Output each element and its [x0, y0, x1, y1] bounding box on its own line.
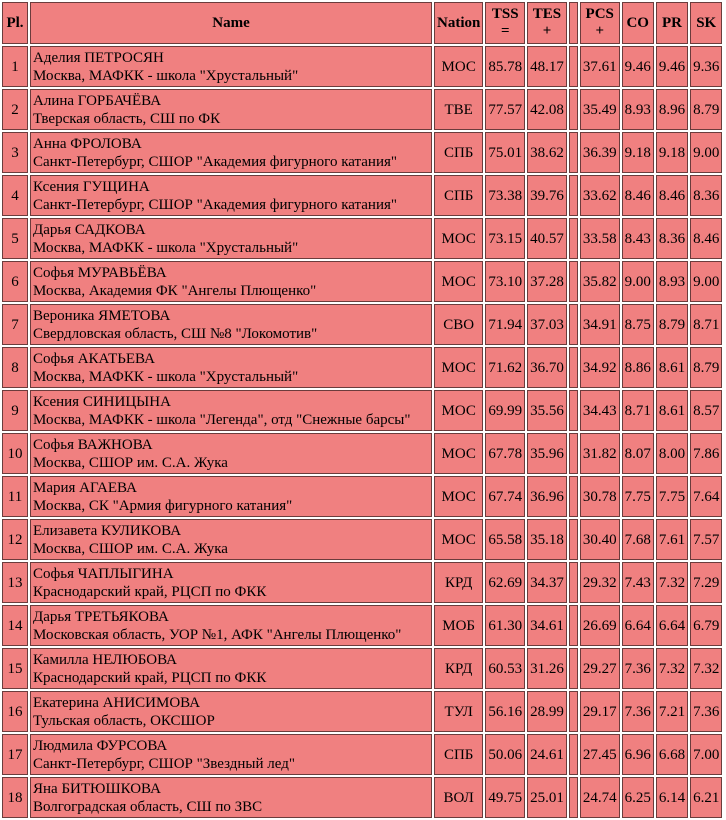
gap-cell	[569, 562, 578, 603]
skater-club: Свердловская область, СШ №8 "Локомотив"	[33, 325, 318, 342]
tes-cell: 42.08	[527, 89, 567, 130]
header-co: CO	[622, 2, 654, 44]
gap-cell	[569, 175, 578, 216]
tss-cell: 75.01	[485, 132, 525, 173]
table-row	[2, 261, 722, 302]
tes-cell: 37.28	[527, 261, 567, 302]
pcs-cell: 29.27	[580, 648, 620, 689]
table-row	[2, 519, 722, 560]
gap-cell	[569, 734, 578, 775]
pr-cell: 8.96	[656, 89, 688, 130]
sk-cell: 6.79	[690, 605, 722, 646]
pr-cell: 8.00	[656, 433, 688, 474]
tss-cell: 85.78	[485, 46, 525, 87]
place-cell: 11	[2, 476, 28, 517]
co-cell: 7.43	[622, 562, 654, 603]
pcs-cell: 34.92	[580, 347, 620, 388]
place-cell: 2	[2, 89, 28, 130]
skater-club: Москва, МАФКК - школа "Легенда", отд "Снежные барсы"	[33, 411, 411, 428]
name-cell	[30, 691, 432, 732]
nation-cell: ВОЛ	[434, 777, 483, 818]
tes-cell: 25.01	[527, 777, 567, 818]
skater-club: Московская область, УОР №1, АФК "Ангелы Плющенко"	[33, 626, 402, 643]
place-cell: 15	[2, 648, 28, 689]
co-cell: 7.36	[622, 691, 654, 732]
tes-cell: 48.17	[527, 46, 567, 87]
co-cell: 7.36	[622, 648, 654, 689]
pr-cell: 8.46	[656, 175, 688, 216]
skater-name: Елизавета КУЛИКОВА	[33, 522, 182, 539]
pr-cell: 7.32	[656, 562, 688, 603]
co-cell: 7.68	[622, 519, 654, 560]
skater-name: Аделия ПЕТРОСЯН	[33, 49, 164, 66]
pr-cell: 8.93	[656, 261, 688, 302]
pcs-cell: 34.43	[580, 390, 620, 431]
tes-cell: 34.37	[527, 562, 567, 603]
co-cell: 7.75	[622, 476, 654, 517]
sk-cell: 8.79	[690, 89, 722, 130]
name-cell	[30, 777, 432, 818]
skater-club: Москва, СШОР им. С.А. Жука	[33, 540, 228, 557]
tes-cell: 36.96	[527, 476, 567, 517]
header-pcs	[580, 2, 620, 44]
name-cell	[30, 46, 432, 87]
co-cell: 8.71	[622, 390, 654, 431]
skater-name: Дарья ТРЕТЬЯКОВА	[33, 608, 169, 625]
pcs-cell: 26.69	[580, 605, 620, 646]
tss-cell: 73.10	[485, 261, 525, 302]
skater-name: Софья ВАЖНОВА	[33, 436, 153, 453]
sk-cell: 9.00	[690, 261, 722, 302]
gap-cell	[569, 218, 578, 259]
sk-cell: 7.64	[690, 476, 722, 517]
skater-name: Софья АКАТЬЕВА	[33, 350, 155, 367]
sk-cell: 8.57	[690, 390, 722, 431]
skater-club: Краснодарский край, РЦСП по ФКК	[33, 669, 267, 686]
tss-cell: 60.53	[485, 648, 525, 689]
tes-cell: 40.57	[527, 218, 567, 259]
table-row	[2, 390, 722, 431]
skater-club: Москва, МАФКК - школа "Хрустальный"	[33, 239, 299, 256]
sk-cell: 6.21	[690, 777, 722, 818]
name-cell	[30, 304, 432, 345]
pr-cell: 8.79	[656, 304, 688, 345]
nation-cell: МОС	[434, 390, 483, 431]
place-cell: 6	[2, 261, 28, 302]
name-cell	[30, 648, 432, 689]
gap-cell	[569, 433, 578, 474]
header-pr: PR	[656, 2, 688, 44]
nation-cell: МОС	[434, 46, 483, 87]
place-cell: 16	[2, 691, 28, 732]
tss-cell: 56.16	[485, 691, 525, 732]
gap-cell	[569, 89, 578, 130]
pcs-cell: 36.39	[580, 132, 620, 173]
tss-cell: 49.75	[485, 777, 525, 818]
nation-cell: МОС	[434, 218, 483, 259]
nation-cell: МОС	[434, 476, 483, 517]
sk-cell: 8.71	[690, 304, 722, 345]
tss-cell: 73.38	[485, 175, 525, 216]
co-cell: 9.46	[622, 46, 654, 87]
nation-cell: СПБ	[434, 175, 483, 216]
nation-cell: КРД	[434, 648, 483, 689]
pcs-cell: 33.58	[580, 218, 620, 259]
pr-cell: 7.75	[656, 476, 688, 517]
tes-cell: 35.56	[527, 390, 567, 431]
pcs-cell: 35.82	[580, 261, 620, 302]
gap-cell	[569, 605, 578, 646]
header-tes-label: TES	[532, 6, 562, 22]
tes-cell: 37.03	[527, 304, 567, 345]
table-row	[2, 304, 722, 345]
header-nation: Nation	[434, 2, 483, 44]
name-cell	[30, 519, 432, 560]
table-row	[2, 347, 722, 388]
sk-cell: 7.57	[690, 519, 722, 560]
place-cell: 17	[2, 734, 28, 775]
skater-club: Тверская область, СШ по ФК	[33, 110, 221, 127]
header-sk: SK	[690, 2, 722, 44]
gap-cell	[569, 304, 578, 345]
nation-cell: СПБ	[434, 734, 483, 775]
gap-cell	[569, 691, 578, 732]
pr-cell: 6.64	[656, 605, 688, 646]
name-cell	[30, 261, 432, 302]
nation-cell: КРД	[434, 562, 483, 603]
header-tes-sign: +	[542, 23, 552, 39]
place-cell: 7	[2, 304, 28, 345]
place-cell: 5	[2, 218, 28, 259]
name-cell	[30, 132, 432, 173]
sk-cell: 7.36	[690, 691, 722, 732]
pr-cell: 7.61	[656, 519, 688, 560]
tes-cell: 36.70	[527, 347, 567, 388]
skater-name: Анна ФРОЛОВА	[33, 135, 142, 152]
gap-cell	[569, 46, 578, 87]
place-cell: 4	[2, 175, 28, 216]
sk-cell: 7.00	[690, 734, 722, 775]
skater-club: Тульская область, ОКСШОР	[33, 712, 215, 729]
name-cell	[30, 218, 432, 259]
sk-cell: 8.46	[690, 218, 722, 259]
skater-club: Москва, СШОР им. С.А. Жука	[33, 454, 228, 471]
co-cell: 9.18	[622, 132, 654, 173]
sk-cell: 8.36	[690, 175, 722, 216]
tes-cell: 35.18	[527, 519, 567, 560]
pcs-cell: 30.78	[580, 476, 620, 517]
gap-cell	[569, 261, 578, 302]
gap-cell	[569, 347, 578, 388]
pcs-cell: 29.32	[580, 562, 620, 603]
gap-cell	[569, 648, 578, 689]
skater-name: Вероника ЯМЕТОВА	[33, 307, 171, 324]
skater-club: Москва, СК "Армия фигурного катания"	[33, 497, 293, 514]
co-cell: 8.43	[622, 218, 654, 259]
skater-name: Мария АГАЕВА	[33, 479, 137, 496]
place-cell: 1	[2, 46, 28, 87]
skater-name: Екатерина АНИСИМОВА	[33, 694, 201, 711]
place-cell: 12	[2, 519, 28, 560]
pr-cell: 9.46	[656, 46, 688, 87]
tes-cell: 38.62	[527, 132, 567, 173]
skater-club: Краснодарский край, РЦСП по ФКК	[33, 583, 267, 600]
nation-cell: ТУЛ	[434, 691, 483, 732]
pcs-cell: 35.49	[580, 89, 620, 130]
tss-cell: 71.62	[485, 347, 525, 388]
skater-name: Ксения ГУЩИНА	[33, 178, 150, 195]
skater-club: Москва, МАФКК - школа "Хрустальный"	[33, 67, 299, 84]
skater-name: Алина ГОРБАЧЁВА	[33, 92, 162, 109]
pcs-cell: 27.45	[580, 734, 620, 775]
skater-club: Санкт-Петербург, СШОР "Академия фигурного катания"	[33, 196, 398, 213]
pcs-cell: 34.91	[580, 304, 620, 345]
nation-cell: МОС	[434, 347, 483, 388]
nation-cell: СВО	[434, 304, 483, 345]
header-tss	[485, 2, 525, 44]
place-cell: 9	[2, 390, 28, 431]
sk-cell: 9.00	[690, 132, 722, 173]
table-row	[2, 691, 722, 732]
tss-cell: 67.74	[485, 476, 525, 517]
skater-club: Санкт-Петербург, СШОР "Академия фигурного катания"	[33, 153, 398, 170]
skater-name: Людмила ФУРСОВА	[33, 737, 168, 754]
tes-cell: 34.61	[527, 605, 567, 646]
tes-cell: 35.96	[527, 433, 567, 474]
name-cell	[30, 175, 432, 216]
pcs-cell: 33.62	[580, 175, 620, 216]
name-cell	[30, 89, 432, 130]
skater-name: Ксения СИНИЦЫНА	[33, 393, 171, 410]
table-row	[2, 648, 722, 689]
results-body	[2, 46, 722, 818]
pr-cell: 8.36	[656, 218, 688, 259]
pr-cell: 7.21	[656, 691, 688, 732]
skater-name: Дарья САДКОВА	[33, 221, 146, 238]
sk-cell: 9.36	[690, 46, 722, 87]
skater-name: Софья ЧАПЛЫГИНА	[33, 565, 174, 582]
name-cell	[30, 433, 432, 474]
sk-cell: 7.86	[690, 433, 722, 474]
gap-cell	[569, 519, 578, 560]
pr-cell: 9.18	[656, 132, 688, 173]
skater-name: Яна БИТЮШКОВА	[33, 780, 161, 797]
co-cell: 9.00	[622, 261, 654, 302]
tss-cell: 69.99	[485, 390, 525, 431]
gap-cell	[569, 476, 578, 517]
co-cell: 8.46	[622, 175, 654, 216]
tss-cell: 77.57	[485, 89, 525, 130]
tss-cell: 73.15	[485, 218, 525, 259]
table-row	[2, 89, 722, 130]
skater-club: Санкт-Петербург, СШОР "Звездный лед"	[33, 755, 295, 772]
tes-cell: 39.76	[527, 175, 567, 216]
tes-cell: 24.61	[527, 734, 567, 775]
co-cell: 8.75	[622, 304, 654, 345]
header-gap	[569, 2, 578, 44]
header-name: Name	[30, 2, 432, 44]
co-cell: 8.93	[622, 89, 654, 130]
pr-cell: 8.61	[656, 390, 688, 431]
header-tes	[527, 2, 567, 44]
header-tss-label: TSS	[491, 6, 519, 22]
tss-cell: 65.58	[485, 519, 525, 560]
sk-cell: 8.79	[690, 347, 722, 388]
name-cell	[30, 734, 432, 775]
table-row	[2, 175, 722, 216]
sk-cell: 7.32	[690, 648, 722, 689]
skater-name: Софья МУРАВЬЁВА	[33, 264, 167, 281]
pcs-cell: 30.40	[580, 519, 620, 560]
skater-club: Москва, МАФКК - школа "Хрустальный"	[33, 368, 299, 385]
table-row	[2, 605, 722, 646]
co-cell: 8.86	[622, 347, 654, 388]
pcs-cell: 31.82	[580, 433, 620, 474]
tss-cell: 71.94	[485, 304, 525, 345]
co-cell: 6.25	[622, 777, 654, 818]
table-row	[2, 777, 722, 818]
place-cell: 14	[2, 605, 28, 646]
tss-cell: 62.69	[485, 562, 525, 603]
gap-cell	[569, 390, 578, 431]
header-place: Pl.	[2, 2, 28, 44]
sk-cell: 7.29	[690, 562, 722, 603]
nation-cell: МОС	[434, 433, 483, 474]
skater-name: Камилла НЕЛЮБОВА	[33, 651, 177, 668]
header-tss-sign: =	[500, 23, 510, 39]
nation-cell: МОС	[434, 261, 483, 302]
table-row	[2, 562, 722, 603]
nation-cell: МОБ	[434, 605, 483, 646]
tss-cell: 50.06	[485, 734, 525, 775]
gap-cell	[569, 132, 578, 173]
place-cell: 18	[2, 777, 28, 818]
place-cell: 8	[2, 347, 28, 388]
table-row	[2, 476, 722, 517]
table-row	[2, 433, 722, 474]
table-row	[2, 46, 722, 87]
nation-cell: ТВЕ	[434, 89, 483, 130]
name-cell	[30, 562, 432, 603]
skater-club: Москва, Академия ФК "Ангелы Плющенко"	[33, 282, 317, 299]
place-cell: 10	[2, 433, 28, 474]
skater-club: Волгоградская область, СШ по ЗВС	[33, 798, 263, 815]
name-cell	[30, 476, 432, 517]
name-cell	[30, 347, 432, 388]
co-cell: 6.64	[622, 605, 654, 646]
header-pcs-label: PCS	[585, 6, 614, 22]
tes-cell: 28.99	[527, 691, 567, 732]
place-cell: 13	[2, 562, 28, 603]
pcs-cell: 24.74	[580, 777, 620, 818]
nation-cell: МОС	[434, 519, 483, 560]
gap-cell	[569, 777, 578, 818]
table-row	[2, 734, 722, 775]
tss-cell: 67.78	[485, 433, 525, 474]
co-cell: 8.07	[622, 433, 654, 474]
tss-cell: 61.30	[485, 605, 525, 646]
pr-cell: 7.32	[656, 648, 688, 689]
pr-cell: 8.61	[656, 347, 688, 388]
name-cell	[30, 390, 432, 431]
tes-cell: 31.26	[527, 648, 567, 689]
place-cell: 3	[2, 132, 28, 173]
co-cell: 6.96	[622, 734, 654, 775]
pcs-cell: 29.17	[580, 691, 620, 732]
name-cell	[30, 605, 432, 646]
pr-cell: 6.68	[656, 734, 688, 775]
header-pcs-sign: +	[595, 23, 604, 39]
pr-cell: 6.14	[656, 777, 688, 818]
pcs-cell: 37.61	[580, 46, 620, 87]
header-row	[2, 2, 722, 44]
nation-cell: СПБ	[434, 132, 483, 173]
table-row	[2, 132, 722, 173]
table-row	[2, 218, 722, 259]
